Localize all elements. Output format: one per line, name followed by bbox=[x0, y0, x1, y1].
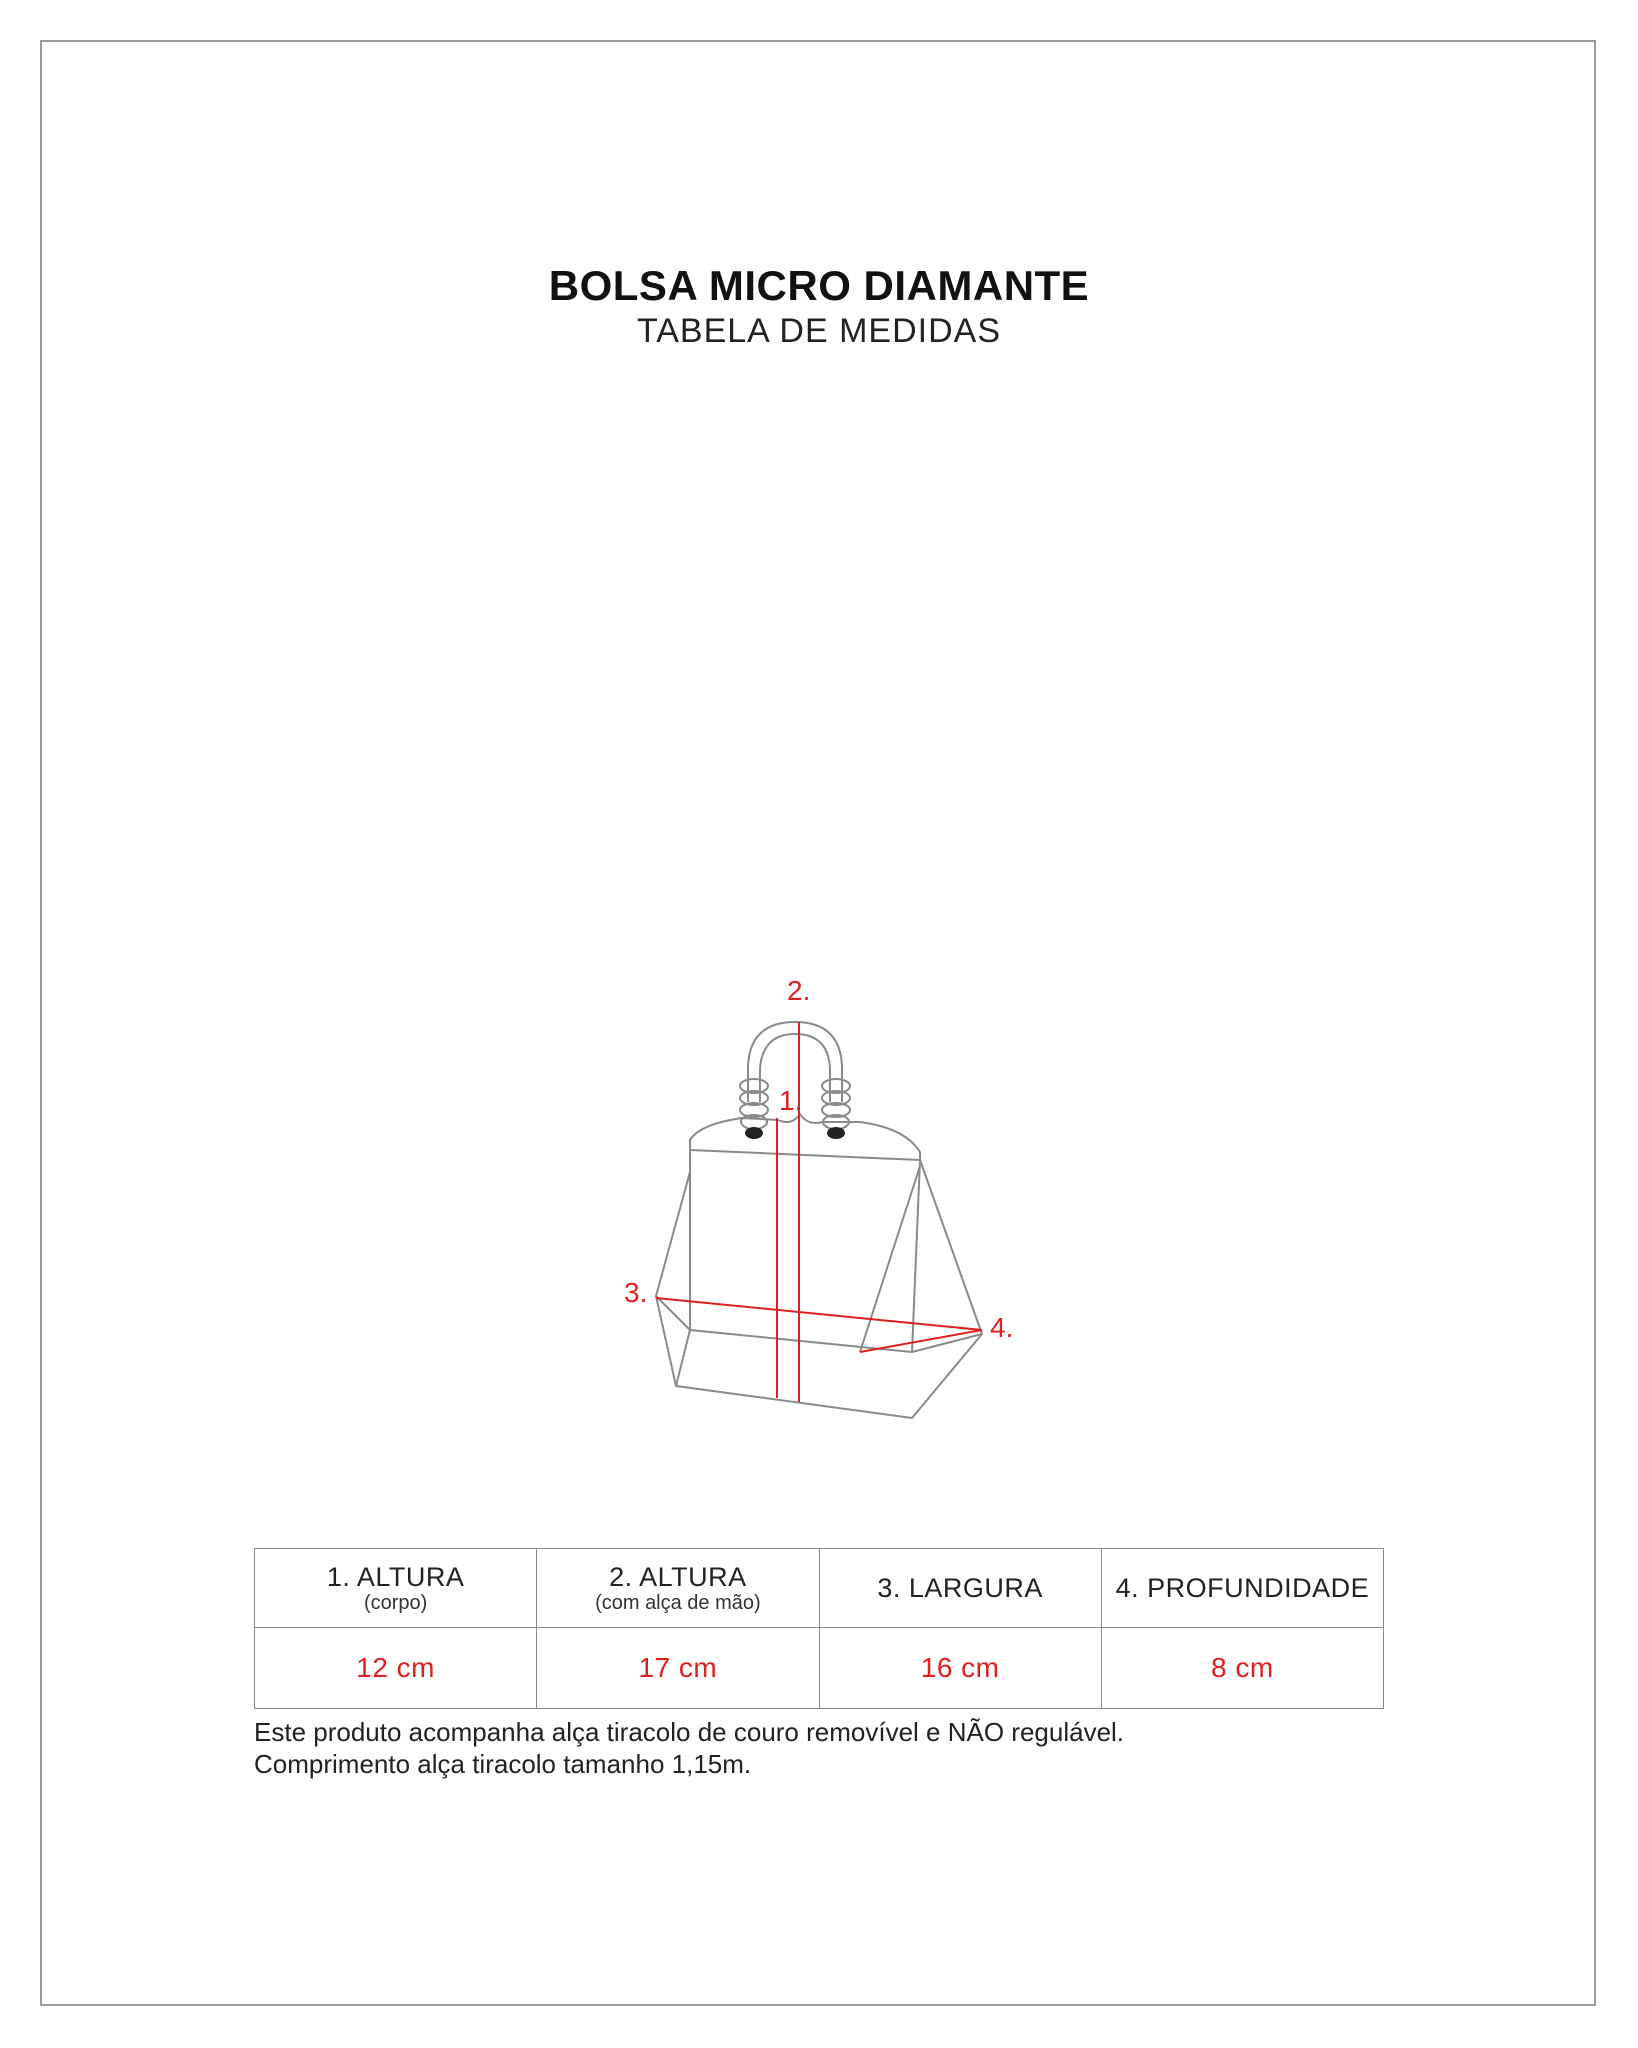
value-text: 16 cm bbox=[920, 1652, 1000, 1683]
note-line: Este produto acompanha alça tiracolo de couro removível e NÃO regulável. bbox=[254, 1717, 1125, 1747]
header-label: 2. ALTURA bbox=[609, 1562, 747, 1592]
header-label: 1. ALTURA bbox=[326, 1562, 465, 1592]
bag-right-side bbox=[920, 1160, 982, 1334]
diagram-label-4: 4. bbox=[990, 1312, 1014, 1343]
measurements-table bbox=[254, 1548, 1384, 1709]
bag-front bbox=[690, 1150, 920, 1352]
note-line: Comprimento alça tiracolo tamanho 1,15m. bbox=[254, 1749, 752, 1779]
diagram-label-3: 3. bbox=[624, 1277, 648, 1308]
header-label: 3. LARGURA bbox=[877, 1573, 1043, 1603]
header-sublabel: (com alça de mão) bbox=[595, 1592, 761, 1614]
bag-left-side bbox=[656, 1172, 690, 1330]
value-text: 17 cm bbox=[638, 1652, 718, 1683]
value-cell bbox=[1101, 1628, 1383, 1709]
header-cell bbox=[819, 1549, 1101, 1628]
value-cell bbox=[819, 1628, 1101, 1709]
header-label: 4. PROFUNDIDADE bbox=[1115, 1573, 1370, 1603]
bag-bottom bbox=[676, 1334, 982, 1418]
header-cell bbox=[255, 1549, 537, 1628]
value-text: 8 cm bbox=[1211, 1652, 1274, 1683]
header-cell bbox=[1101, 1549, 1383, 1628]
bag-flap bbox=[690, 1114, 920, 1160]
diagram-label-1: 1. bbox=[779, 1085, 803, 1116]
diagram-label-2: 2. bbox=[787, 975, 811, 1006]
bag-diagram bbox=[600, 960, 1060, 1430]
table-header-row bbox=[255, 1549, 1384, 1628]
page-title: BOLSA MICRO DIAMANTE bbox=[548, 262, 1090, 309]
value-cell bbox=[537, 1628, 819, 1709]
product-note bbox=[254, 1716, 1124, 1780]
table-row bbox=[255, 1628, 1384, 1709]
page-subtitle: TABELA DE MEDIDAS bbox=[636, 312, 1002, 350]
header-sublabel: (corpo) bbox=[363, 1592, 428, 1614]
header-cell bbox=[537, 1549, 819, 1628]
value-text: 12 cm bbox=[356, 1652, 435, 1683]
value-cell bbox=[255, 1628, 537, 1709]
measure-line-width bbox=[656, 1298, 982, 1330]
